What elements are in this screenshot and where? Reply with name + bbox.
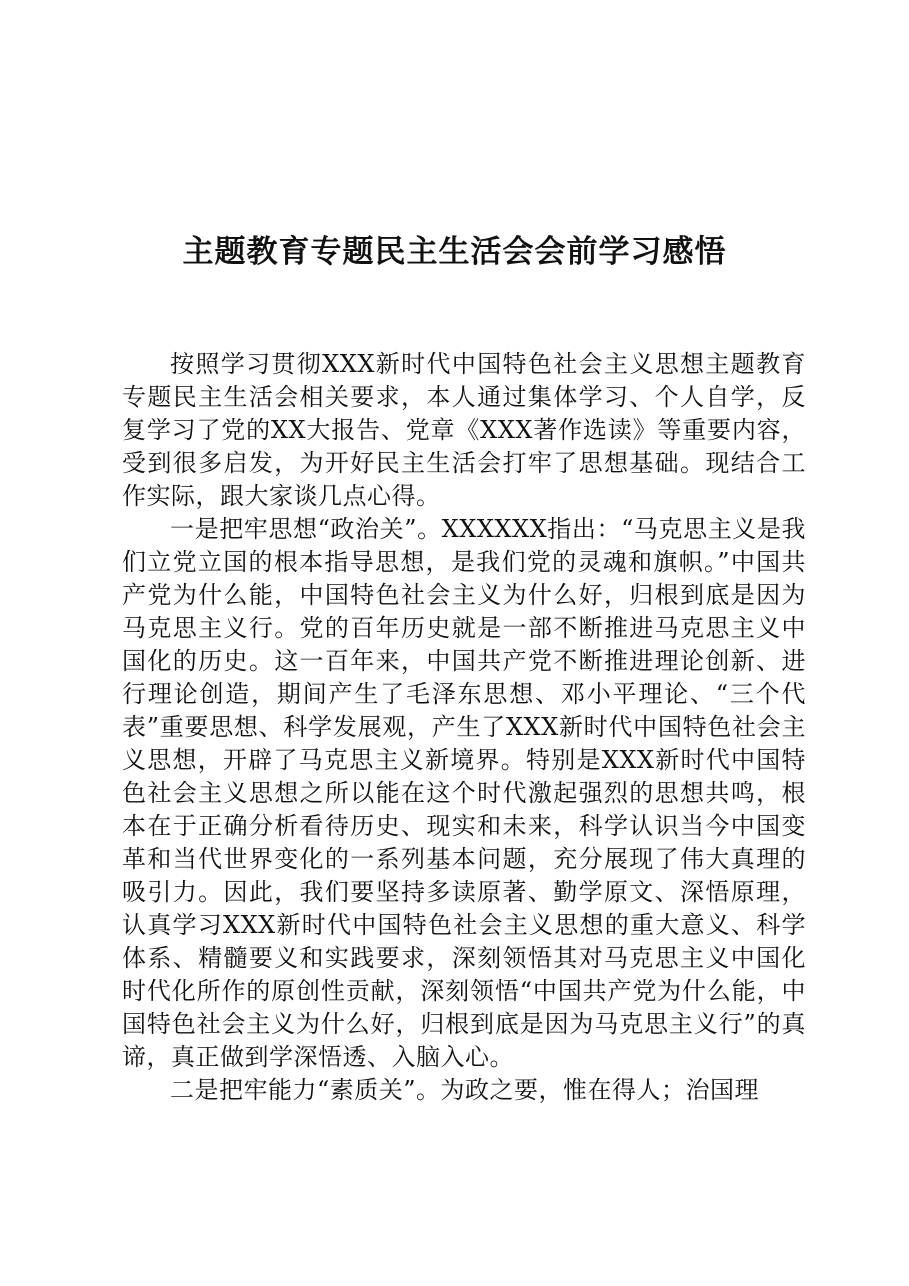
paragraph-intro: 按照学习贯彻XXX新时代中国特色社会主义思想主题教育专题民主生活会相关要求，本人通过集体学习、个人自学，反复学习了党的XX大报告、党章《XXX著作选读》等重要内容，受到很多启发，为开好民主生活会打牢了思想基础。现结合工作实际，跟大家谈几点心得。 bbox=[122, 350, 806, 510]
paragraph-point-two: 二是把牢能力“素质关”。为政之要，惟在得人；治国理 bbox=[170, 1076, 760, 1104]
document-body bbox=[122, 348, 806, 1107]
document-title: 主题教育专题民主生活会会前学习感悟 bbox=[182, 234, 727, 270]
paragraph-point-one: 一是把牢思想“政治关”。XXXXXX指出：“马克思主义是我们立党立国的根本指导思想，是我们党的灵魂和旗帜。”中国共产党为什么能，中国特色社会主义为什么好，归根到底是因为马克思主义行。党的百年历史就是一部不断推进马克思主义中国化的历史。这一百年来，中国共产党不断推进理论创新、进行理论创造，期间产生了毛泽东思想、邓小平理论、“三个代表”重要思想、科学发展观，产生了XXX新时代中国特色社会主义思想，开辟了马克思主义新境界。特别是XXX新时代中国特色社会主义思想之所以能在这个时代激起强烈的思想共鸣，根本在于正确分析看待历史、现实和未来，科学认识当今中国变革和当代世界变化的一系列基本问题，充分展现了伟大真理的吸引力。因此，我们要坚持多读原著、勤学原文、深悟原理，认真学习XXX新时代中国特色社会主义思想的重大意义、科学体系、精髓要义和实践要求，深刻领悟其对马克思主义中国化时代化所作的原创性贡献，深刻领悟“中国共产党为什么能，中国特色社会主义为什么好，归根到底是因为马克思主义行”的真谛，真正做到学深悟透、入脑入心。 bbox=[122, 515, 806, 1071]
